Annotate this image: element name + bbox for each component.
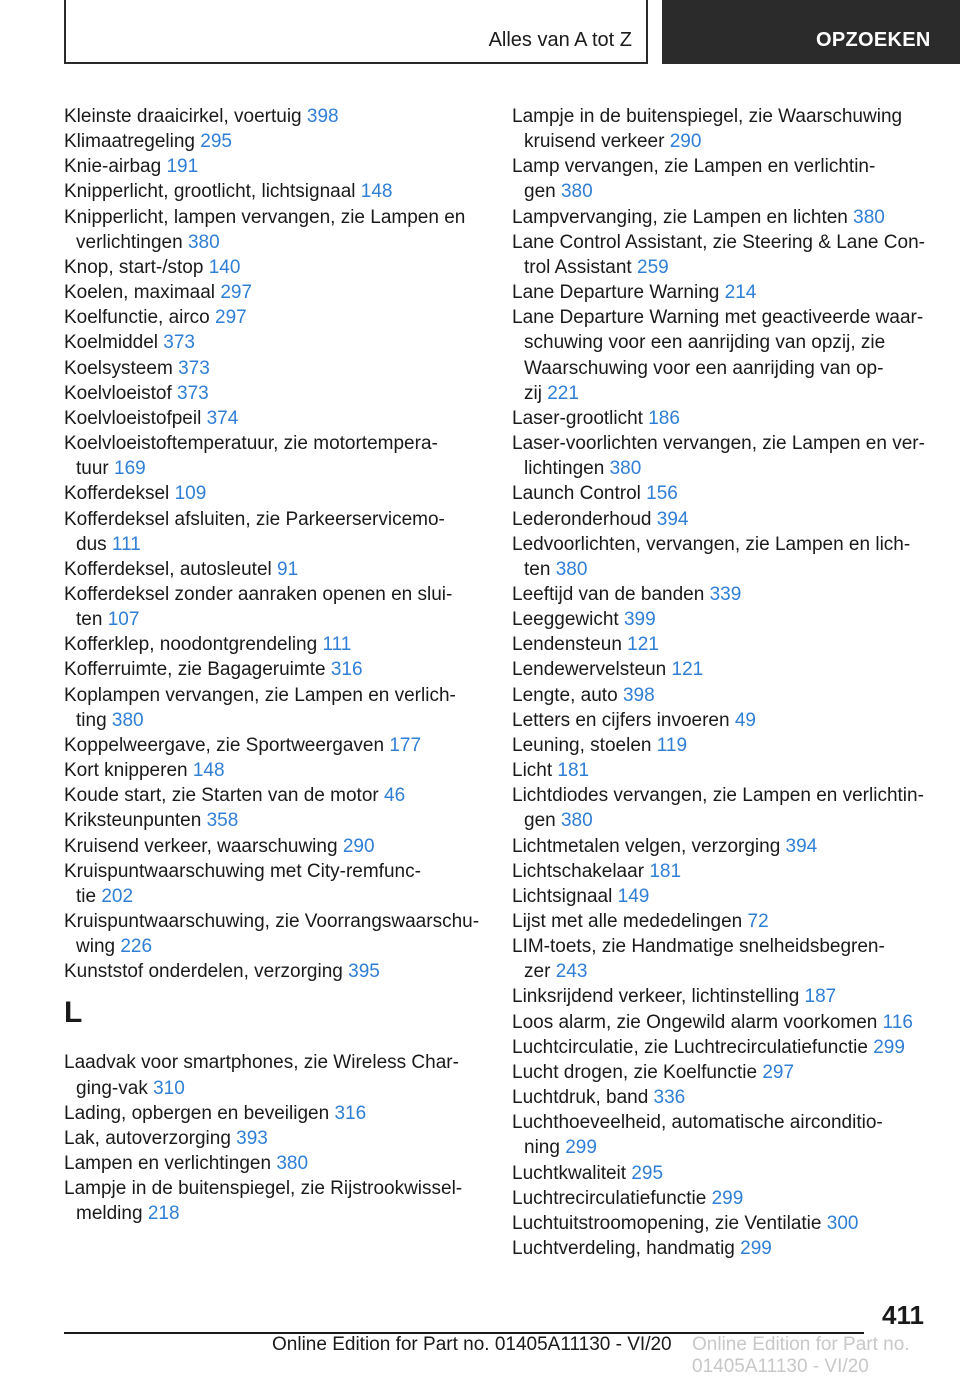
page-reference-link[interactable]: 243 xyxy=(555,961,588,983)
index-entry xyxy=(512,104,932,154)
index-entry-text: Kofferruimte, zie Bagageruimte xyxy=(64,659,326,681)
index-entry-text: Koelfunctie, airco xyxy=(64,307,210,329)
index-entry xyxy=(512,632,932,657)
index-entry-text: Kruispuntwaarschuwing, zie Voorrangswaarschu- xyxy=(64,911,480,932)
index-entry-text: zer xyxy=(524,961,551,983)
index-entry-text: gen xyxy=(524,810,556,832)
index-entry-text: Luchtverdeling, handmatig xyxy=(512,1238,735,1260)
index-entry xyxy=(64,783,484,808)
page-reference-link[interactable]: 398 xyxy=(622,684,655,706)
index-entry-text: Lederonderhoud xyxy=(512,508,652,530)
index-entry-text: verlichtingen xyxy=(76,231,183,253)
index-entry-text: Lane Departure Warning xyxy=(512,282,720,304)
page-reference-link[interactable]: 373 xyxy=(178,357,210,379)
index-column-left xyxy=(64,104,484,1227)
page-reference-link[interactable]: 300 xyxy=(826,1212,859,1234)
index-entry-text: Leuning, stoelen xyxy=(512,734,652,756)
page-reference-link[interactable]: 295 xyxy=(200,131,232,153)
page-reference-link[interactable]: 373 xyxy=(163,332,195,354)
index-entry-text: Lampvervanging, zie Lampen en lichten xyxy=(512,206,848,228)
index-entry-text: Kofferdeksel, autosleutel xyxy=(64,558,272,580)
index-entry xyxy=(64,255,484,280)
page-reference-link[interactable]: 339 xyxy=(709,583,742,605)
page-reference-link[interactable]: 259 xyxy=(637,256,669,278)
index-entry-text: ging-vak xyxy=(76,1077,148,1099)
page-reference-link[interactable]: 316 xyxy=(334,1102,367,1124)
index-entry-text: Lampje in de buitenspiegel, zie Rijstrookwissel- xyxy=(64,1178,463,1200)
index-entry-text: Kofferdeksel xyxy=(64,483,170,505)
index-entry-text: Kofferdeksel afsluiten, zie Parkeerservicemo- xyxy=(64,508,445,530)
page-reference-link[interactable]: 295 xyxy=(631,1162,664,1184)
index-entry xyxy=(512,1211,932,1236)
page-reference-link[interactable]: 202 xyxy=(101,885,134,907)
index-entry-text: gen xyxy=(524,181,556,203)
index-entry-text: Kriksteunpunten xyxy=(64,810,202,832)
page-reference-link[interactable]: 111 xyxy=(322,634,352,656)
page-reference-link[interactable]: 186 xyxy=(648,407,680,429)
index-entry xyxy=(64,381,484,406)
index-entry xyxy=(512,1161,932,1186)
index-entry xyxy=(512,1110,932,1160)
index-entry-text: Lengte, auto xyxy=(512,684,618,706)
header-section-tab[interactable] xyxy=(64,0,648,64)
page-reference-link[interactable]: 297 xyxy=(762,1061,795,1083)
index-entry-text: Leeggewicht xyxy=(512,609,619,631)
page-reference-link[interactable]: 187 xyxy=(804,986,837,1008)
index-entry-text: Ledvoorlichten, vervangen, zie Lampen en lich- xyxy=(512,533,911,555)
index-entry-text: Kort knipperen xyxy=(64,760,188,782)
page-reference-link[interactable]: 394 xyxy=(785,835,818,857)
index-entry xyxy=(512,582,932,607)
index-entry-text: ten xyxy=(524,558,551,580)
page-reference-link[interactable]: 111 xyxy=(111,533,141,555)
index-entry-text: Lamp vervangen, zie Lampen en verlichtin- xyxy=(512,156,876,178)
page-reference-link[interactable]: 121 xyxy=(671,659,704,681)
index-entry xyxy=(512,884,932,909)
index-entry xyxy=(512,859,932,884)
page-reference-link[interactable]: 191 xyxy=(166,156,199,178)
index-entry xyxy=(512,708,932,733)
page-reference-link[interactable]: 116 xyxy=(882,1011,913,1033)
index-entry xyxy=(64,154,484,179)
index-entry xyxy=(512,683,932,708)
index-entry-text: Koelvloeistoftemperatuur, zie motortempera- xyxy=(64,433,438,455)
index-entry xyxy=(64,129,484,154)
index-entry-text: Luchtcirculatie, zie Luchtrecirculatiefunctie xyxy=(512,1036,868,1058)
index-entry-text: Kofferdeksel zonder aanraken openen en slui- xyxy=(64,583,453,605)
header-search-label: OPZOEKEN xyxy=(816,29,931,51)
page-reference-link[interactable]: 316 xyxy=(330,659,363,681)
index-entry-text: Lampje in de buitenspiegel, zie Waarschuwing xyxy=(512,106,903,127)
index-entry-text: Kofferklep, noodontgrendeling xyxy=(64,634,318,656)
index-entry xyxy=(512,909,932,934)
index-entry xyxy=(64,758,484,783)
index-entry-text: Lijst met alle mededelingen xyxy=(512,911,743,932)
index-entry-text: LIM-toets, zie Handmatige snelheidsbegren- xyxy=(512,936,885,958)
index-entry-text: Licht xyxy=(512,760,553,782)
page-reference-link[interactable]: 148 xyxy=(192,760,225,782)
page-reference-link[interactable]: 380 xyxy=(555,558,588,580)
index-entry xyxy=(64,431,484,481)
index-entry-text: Koelen, maximaal xyxy=(64,282,216,304)
index-entry xyxy=(64,1050,484,1100)
page-reference-link[interactable]: 181 xyxy=(649,860,682,882)
index-entry xyxy=(512,1010,932,1035)
index-entry xyxy=(512,280,932,305)
index-entry xyxy=(512,507,932,532)
page-reference-link[interactable]: 373 xyxy=(177,382,209,404)
index-entry xyxy=(512,783,932,833)
page-reference-link[interactable]: 72 xyxy=(747,911,769,932)
index-entry-text: Laser-voorlichten vervangen, zie Lampen en ver- xyxy=(512,433,925,455)
index-entry-text: Luchtdruk, band xyxy=(512,1087,649,1109)
page-reference-link[interactable]: 380 xyxy=(111,709,144,731)
index-entry xyxy=(512,205,932,230)
page-reference-link[interactable]: 380 xyxy=(187,231,220,253)
index-entry xyxy=(512,305,932,406)
page-reference-link[interactable]: 299 xyxy=(565,1137,597,1159)
index-entry-text: Linksrijdend verkeer, lichtinstelling xyxy=(512,986,800,1008)
index-entry-text: melding xyxy=(76,1203,143,1225)
index-entry-text: Koelvloeistofpeil xyxy=(64,407,202,429)
page-reference-link[interactable]: 107 xyxy=(107,609,140,631)
page-reference-link[interactable]: 380 xyxy=(276,1153,309,1175)
index-entry xyxy=(512,733,932,758)
index-entry xyxy=(512,1186,932,1211)
index-entry xyxy=(64,104,484,129)
index-entry xyxy=(512,532,932,582)
header-section-label: Alles van A tot Z xyxy=(488,29,632,51)
page-reference-link[interactable]: 299 xyxy=(740,1238,772,1260)
page-reference-link[interactable]: 336 xyxy=(653,1087,686,1109)
footer-edition: Online Edition for Part no. 01405A11130 - VI/20 xyxy=(272,1334,672,1355)
index-entry xyxy=(64,582,484,632)
page-reference-link[interactable]: 49 xyxy=(734,709,756,731)
page-reference-link[interactable]: 149 xyxy=(617,885,650,907)
page-reference-link[interactable]: 109 xyxy=(174,483,207,505)
index-entry xyxy=(64,330,484,355)
index-entry-text: trol Assistant xyxy=(524,256,632,278)
page-reference-link[interactable]: 214 xyxy=(724,282,757,304)
index-entry-text: Lading, opbergen en beveiligen xyxy=(64,1102,330,1124)
index-entry-text: Koelvloeistof xyxy=(64,382,172,404)
index-entry-text: Lane Control Assistant, zie Steering & Lane Con- xyxy=(512,231,925,253)
index-entry xyxy=(64,1176,484,1226)
index-entry-text: Koelmiddel xyxy=(64,332,158,354)
page-reference-link[interactable]: 290 xyxy=(669,131,702,153)
index-entry xyxy=(512,1035,932,1060)
page-reference-link[interactable]: 394 xyxy=(656,508,689,530)
index-entry-text: zij xyxy=(524,382,542,404)
index-entry-text: Koelsysteem xyxy=(64,357,173,379)
index-entry-text: Knop, start-/stop xyxy=(64,256,204,278)
index-entry xyxy=(512,984,932,1009)
index-entry xyxy=(64,808,484,833)
index-entry xyxy=(512,657,932,682)
page-reference-link[interactable]: 374 xyxy=(206,407,239,429)
page-reference-link[interactable]: 310 xyxy=(153,1077,185,1099)
index-entry xyxy=(64,632,484,657)
index-entry xyxy=(512,431,932,481)
index-entry xyxy=(64,507,484,557)
page-reference-link[interactable]: 299 xyxy=(711,1187,744,1209)
index-entry-text: Knie-airbag xyxy=(64,156,162,178)
index-entry xyxy=(64,834,484,859)
index-entry-text: wing xyxy=(76,936,116,958)
index-entry-text: Kleinste draaicirkel, voertuig xyxy=(64,106,302,127)
index-entry xyxy=(512,607,932,632)
page-reference-link[interactable]: 290 xyxy=(342,835,375,857)
page-reference-link[interactable]: 119 xyxy=(656,734,688,756)
index-entry-text: Luchtuitstroomopening, zie Ventilatie xyxy=(512,1212,822,1234)
page-reference-link[interactable]: 297 xyxy=(220,282,253,304)
index-entry-text: kruisend verkeer xyxy=(524,131,665,153)
index-entry xyxy=(64,481,484,506)
index-entry-text: Launch Control xyxy=(512,483,641,505)
page-reference-link[interactable]: 177 xyxy=(389,734,422,756)
page-reference-link[interactable]: 91 xyxy=(277,558,299,580)
index-entry xyxy=(64,305,484,330)
page-reference-link[interactable]: 299 xyxy=(873,1036,905,1058)
index-entry-text: Knipperlicht, grootlicht, lichtsignaal xyxy=(64,181,356,203)
index-entry xyxy=(64,406,484,431)
index-entry-text: Lendensteun xyxy=(512,634,622,656)
index-entry-text: Kunststof onderdelen, verzorging xyxy=(64,961,343,983)
index-entry xyxy=(64,683,484,733)
index-entry xyxy=(512,230,932,280)
section-letter: L xyxy=(64,996,83,1030)
page-reference-link[interactable]: 46 xyxy=(384,785,406,807)
index-entry-text: Laadvak voor smartphones, zie Wireless Char- xyxy=(64,1052,459,1074)
index-entry xyxy=(512,154,932,204)
index-entry-text: Lichtdiodes vervangen, zie Lampen en verlichtin- xyxy=(512,785,924,807)
index-entry-text: Leeftijd van de banden xyxy=(512,583,705,605)
index-entry xyxy=(64,179,484,204)
index-entry-text: Kruisend verkeer, waarschuwing xyxy=(64,835,338,857)
index-entry-text: Lane Departure Warning met geactiveerde waar- xyxy=(512,307,924,329)
index-entry-text: Luchtkwaliteit xyxy=(512,1162,627,1184)
footer-watermark: Online Edition for Part no. 01405A11130 - VI/20 xyxy=(692,1334,910,1377)
index-entry-text: ten xyxy=(76,609,103,631)
page-reference-link[interactable]: 226 xyxy=(120,936,153,958)
page-reference-link[interactable]: 380 xyxy=(560,181,593,203)
index-entry xyxy=(512,758,932,783)
index-entry-text: Koude start, zie Starten van de motor xyxy=(64,785,379,807)
page-reference-link[interactable]: 297 xyxy=(215,307,247,329)
page-reference-link[interactable]: 358 xyxy=(206,810,239,832)
index-entry xyxy=(64,557,484,582)
index-entry xyxy=(512,406,932,431)
index-entry xyxy=(64,733,484,758)
page-reference-link[interactable]: 393 xyxy=(236,1127,268,1149)
index-entry-text: Knipperlicht, lampen vervangen, zie Lampen en xyxy=(64,206,466,228)
index-entry-text: Lichtmetalen velgen, verzorging xyxy=(512,835,781,857)
index-entry-text: Klimaatregeling xyxy=(64,131,195,153)
index-entry xyxy=(64,1151,484,1176)
index-entry xyxy=(512,834,932,859)
index-entry xyxy=(64,1126,484,1151)
index-entry-text: Luchtrecirculatiefunctie xyxy=(512,1187,707,1209)
index-entry-text: Koplampen vervangen, zie Lampen en verlich- xyxy=(64,684,456,706)
index-entry-text: Lichtschakelaar xyxy=(512,860,645,882)
index-entry-text: Lucht drogen, zie Koelfunctie xyxy=(512,1061,758,1083)
index-entry-text: Kruispuntwaarschuwing met City-remfunc- xyxy=(64,860,421,882)
index-entry xyxy=(512,934,932,984)
page-reference-link[interactable]: 399 xyxy=(623,609,656,631)
index-entry xyxy=(64,280,484,305)
index-entry-text: Letters en cijfers invoeren xyxy=(512,709,730,731)
index-entry-text: schuwing voor een aanrijding van opzij, zie xyxy=(524,332,886,354)
page-reference-link[interactable]: 398 xyxy=(306,106,339,127)
header-search-tab[interactable] xyxy=(662,0,960,64)
index-entry xyxy=(64,909,484,959)
page-reference-link[interactable]: 380 xyxy=(853,206,885,228)
index-entry-text: ning xyxy=(524,1137,560,1159)
page-reference-link[interactable]: 148 xyxy=(360,181,393,203)
index-entry xyxy=(64,959,484,984)
index-entry-text: dus xyxy=(76,533,107,555)
index-entry-text: Lampen en verlichtingen xyxy=(64,1153,272,1175)
page-reference-link[interactable]: 221 xyxy=(547,382,579,404)
index-entry-text: Loos alarm, zie Ongewild alarm voorkomen xyxy=(512,1011,878,1033)
index-entry-text: Lak, autoverzorging xyxy=(64,1127,231,1149)
index-entry-text: tie xyxy=(76,885,97,907)
page-reference-link[interactable]: 395 xyxy=(348,961,380,983)
index-entry xyxy=(512,1236,932,1261)
index-entry xyxy=(64,657,484,682)
index-entry xyxy=(64,859,484,909)
page-reference-link[interactable]: 380 xyxy=(609,458,642,480)
index-entry xyxy=(512,1060,932,1085)
index-entry xyxy=(512,481,932,506)
page-reference-link[interactable]: 181 xyxy=(557,760,590,782)
index-entry-text: ting xyxy=(76,709,107,731)
page-reference-link[interactable]: 169 xyxy=(114,458,146,480)
page-reference-link[interactable]: 156 xyxy=(646,483,678,505)
index-entry-text: Koppelweergave, zie Sportweergaven xyxy=(64,734,385,756)
page-reference-link[interactable]: 121 xyxy=(627,634,659,656)
page-reference-link[interactable]: 218 xyxy=(147,1203,180,1225)
index-column-right xyxy=(512,104,932,1261)
index-entry xyxy=(64,1101,484,1126)
index-entry-text: Laser-grootlicht xyxy=(512,407,643,429)
index-entry-text: Lichtsignaal xyxy=(512,885,613,907)
index-entry-text: Luchthoeveelheid, automatische airconditio- xyxy=(512,1112,883,1134)
index-entry xyxy=(64,356,484,381)
page-reference-link[interactable]: 140 xyxy=(208,256,241,278)
index-entry-text: tuur xyxy=(76,458,109,480)
page-number: 411 xyxy=(882,1300,924,1330)
index-entry-text: Waarschuwing voor een aanrijding van op- xyxy=(524,357,884,379)
index-entry xyxy=(64,205,484,255)
index-entry-text: Lendewervelsteun xyxy=(512,659,667,681)
page-reference-link[interactable]: 380 xyxy=(560,810,593,832)
index-entry xyxy=(512,1085,932,1110)
index-entry-text: lichtingen xyxy=(524,458,605,480)
